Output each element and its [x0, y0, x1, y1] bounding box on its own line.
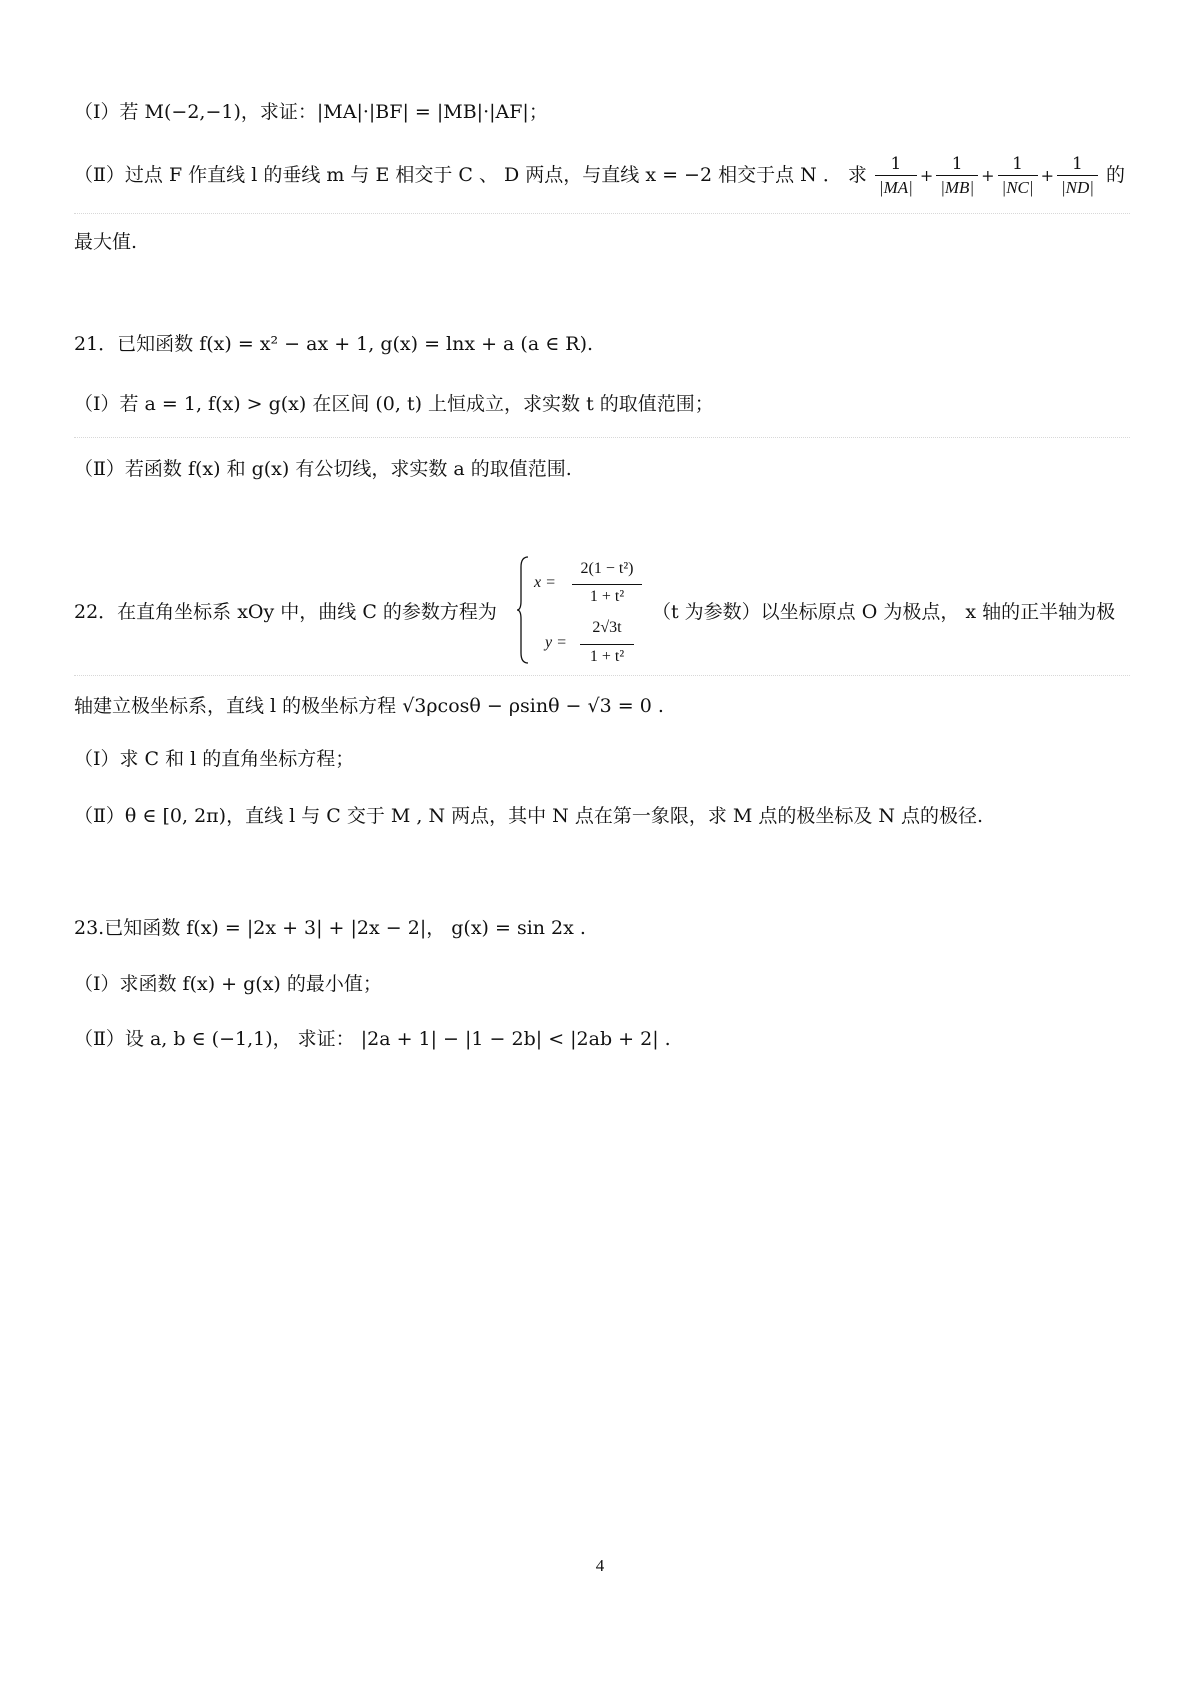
q21-part1: （Ⅰ）若 a = 1, f(x) > g(x) 在区间 (0, t) 上恒成立，求实数 t 的取值范围； — [74, 393, 714, 415]
fraction-bar — [572, 584, 642, 585]
plus-sign: + — [1040, 166, 1054, 185]
eq-x-num: 2(1 − t²) — [580, 560, 634, 577]
q20-part2 — [74, 150, 1130, 200]
q20-part2-prefix: （Ⅱ）过点 F 作直线 l 的垂线 m 与 E 相交于 C 、 D 两点，与直线 x = −2 相交于点 N ． 求 — [74, 164, 867, 186]
eq-x-den: 1 + t² — [589, 588, 625, 605]
q22-part1: （Ⅰ）求 C 和 l 的直角坐标方程； — [74, 748, 355, 770]
q20-part2-tail: 最大值. — [74, 231, 138, 253]
eq-y-num: 2√3t — [592, 619, 622, 636]
eq-y-lhs: y = — [545, 634, 567, 651]
q23-part1: （Ⅰ）求函数 f(x) + g(x) 的最小值； — [74, 973, 382, 995]
q22-stem-prefix: 22．在直角坐标系 xOy 中，曲线 C 的参数方程为 — [74, 601, 497, 623]
q21-part2: （Ⅱ）若函数 f(x) 和 g(x) 有公切线，求实数 a 的取值范围. — [74, 458, 572, 480]
q22-stem-line2: 轴建立极坐标系，直线 l 的极坐标方程 √3ρcosθ − ρsinθ − √3 = 0 . — [74, 695, 664, 717]
fraction-bar — [580, 644, 634, 645]
divider — [74, 437, 1130, 438]
q20-part1: （Ⅰ）若 M(−2,−1)，求证：|MA|·|BF| = |MB|·|AF|； — [74, 101, 548, 123]
divider — [74, 213, 1130, 214]
q23-part2: （Ⅱ）设 a, b ∈ (−1,1)， 求证： |2a + 1| − |1 − 2b| < |2ab + 2| . — [74, 1028, 671, 1050]
eq-x-lhs: x = — [534, 574, 556, 591]
divider — [74, 675, 1130, 676]
fraction-nd: $\frac{1}{|ND|}$ — [1057, 153, 1098, 200]
page-number: 4 — [595, 1556, 605, 1575]
plus-sign: + — [981, 166, 995, 185]
q20-part2-suffix: 的 — [1105, 164, 1125, 186]
fraction-mb: $\frac{1}{|MB|}$ — [936, 153, 978, 200]
left-brace-icon — [516, 555, 530, 665]
fraction-ma: $\frac{1}{|MA|}$ — [875, 153, 917, 200]
q22-part2: （Ⅱ）θ ∈ [0, 2π)，直线 l 与 C 交于 M , N 两点，其中 N 点在第一象限，求 M 点的极坐标及 N 点的极径. — [74, 805, 984, 827]
q23-stem: 23.已知函数 f(x) = |2x + 3| + |2x − 2|， g(x) = sin 2x . — [74, 917, 586, 939]
q21-stem: 21．已知函数 f(x) = x² − ax + 1, g(x) = lnx + a (a ∈ R). — [74, 333, 594, 355]
eq-y-den: 1 + t² — [589, 648, 625, 665]
q22-stem-suffix: （t 为参数）以坐标原点 O 为极点， x 轴的正半轴为极 — [652, 601, 1116, 623]
plus-sign: + — [919, 166, 934, 185]
fraction-nc: $\frac{1}{|NC|}$ — [998, 153, 1038, 200]
